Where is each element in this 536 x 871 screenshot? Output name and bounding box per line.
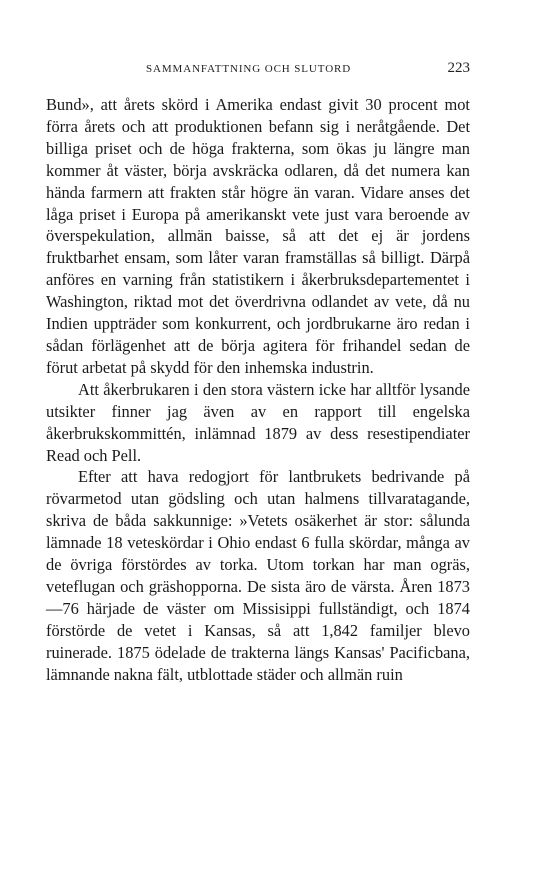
paragraph-3: Efter att hava redogjort för lantbrukets bedrivande på rövarmetod utan gödsling och utan halmens tillvaratagande, skriva de båda sakkunnige: »Vetets osäkerhet är stor: sålunda lämnade 18 veteskördar i Ohio endast 6 fulla skördar, många av de övriga förstördes av torka. Utom torkan har man ogräs, veteflugan och gräshopporna. De sista äro de värsta. Åren 1873—76 härjade de väster om Missisippi fullständigt, och 1874 förstörde de vetet i Kansas, så att 1,842 familjer blevo ruinerade. 1875 ödelade de trakterna längs Kansas' Pacificbana, lämnande nakna fält, utblottade städer och allmän ruin bbox=[46, 467, 470, 684]
running-head bbox=[46, 60, 470, 82]
page-number: 223 bbox=[447, 60, 470, 76]
paragraph-2: Att åkerbrukaren i den stora västern icke har alltför lysande utsikter finner jag även av en rapport till engelska åkerbrukskommittén, inlämnad 1879 av dess resestipendiater Read och Pell. bbox=[46, 379, 470, 465]
running-title: SAMMANFATTNING OCH SLUTORD bbox=[146, 63, 352, 75]
body-text bbox=[46, 94, 470, 685]
paragraph-1: Bund», att årets skörd i Amerika endast givit 30 procent mot förra årets och att produktionen befann sig i neråtgående. Det billiga priset och de höga frakterna, som ökas ju längre man kommer åt väster, börja avskräcka odlaren, då det numera kan hända farmern att frakten står högre än varan. Vidare anses det låga priset i Europa på amerikanskt vete just vara beroende av överspekulation, allmän baisse, så att det ej är jordens fruktbarhet ensam, som låter varan framställas så billigt. Därpå anföres en varning från statistikern i åkerbruksdepartementet i Washington, riktad mot det överdrivna odlandet av vete, då nu Indien uppträder som konkurrent, och jordbrukarne äro redan i sådan förlägenhet att de börja agitera för frihandel sedan de förut arbetat på skydd för den inhemska industrin. bbox=[46, 95, 470, 377]
